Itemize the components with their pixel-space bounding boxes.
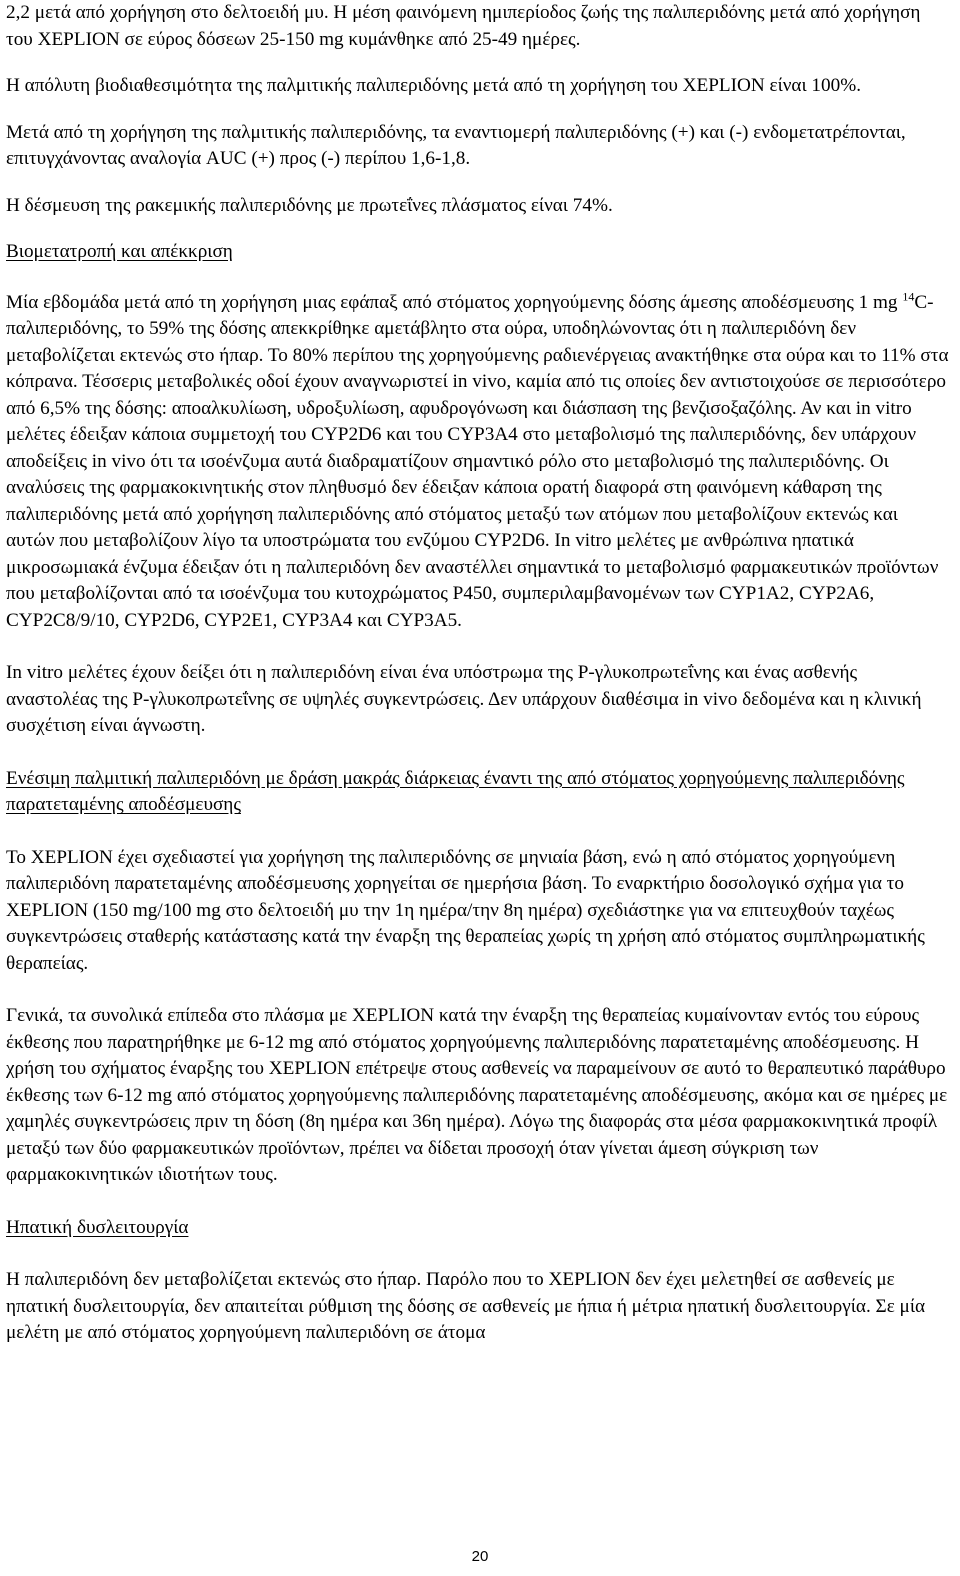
paragraph-enantiomers: Μετά από τη χορήγηση της παλμιτικής παλιπεριδόνης, τα εναντιομερή παλιπεριδόνης (+) και (-) ενδομετατρέπονται, επιτυγχάνοντας αναλογία AUC (+) προς (-) περίπου 1,6-1,8.: [6, 121, 906, 169]
page-number: 20: [471, 1548, 489, 1565]
heading-hepatic-impairment: Ηπατική δυσλειτουργία: [6, 1216, 189, 1238]
document-page: [6, 0, 951, 1347]
paragraph-half-life: 2,2 μετά από χορήγηση στο δελτοειδή μυ. Η μέση φαινόμενη ημιπερίοδος ζωής της παλιπεριδόνης μετά από χορήγηση του XEPLION σε εύρος δόσεων 25-150 mg κυμάνθηκε από 25-49 ημέρες.: [6, 2, 921, 50]
heading-comparison: Ενέσιμη παλμιτική παλιπεριδόνη με δράση μακράς διάρκειας έναντι της από στόματος χορηγούμενης παλιπεριδόνης παρατεταμένης αποδέσμευσης: [6, 767, 905, 815]
heading-biotransformation: Βιομετατροπή και απέκκριση: [6, 241, 233, 262]
paragraph-hepatic: Η παλιπεριδόνη δεν μεταβολίζεται εκτενώς στο ήπαρ. Παρόλο που το XEPLION δεν έχει μελετηθεί σε ασθενείς με ηπατική δυσλειτουργία, δεν απαιτείται ρύθμιση της δόσης σε ασθενείς με ήπια ή μέτρια ηπατική δυσλειτουργία. Σε μία μελέτη με από στόματος χορηγούμενη παλιπεριδόνη σε άτομα: [6, 1269, 926, 1343]
paragraph-bioavailability: Η απόλυτη βιοδιαθεσιμότητα της παλμιτικής παλιπεριδόνης μετά από τη χορήγηση του XEPLION είναι 100%.: [6, 75, 861, 96]
metabolism-text-start: Μία εβδομάδα μετά από τη χορήγηση μιας εφάπαξ από στόματος χορηγούμενης δόσης άμεσης αποδέσμευσης 1 mg: [6, 291, 903, 313]
paragraph-plasma-levels: Γενικά, τα συνολικά επίπεδα στο πλάσμα με XEPLION κατά την έναρξη της θεραπείας κυμαίνονταν εντός του εύρους έκθεσης που παρατηρήθηκε με 6-12 mg από στόματος χορηγούμενης παλιπεριδόνης παρατεταμένης αποδέσμευσης. Η χρήση του σχήματος έναρξης του XEPLION επέτρεψε στους ασθενείς να παραμείνουν σε αυτό το θεραπευτικό παράθυρο έκθεσης των 6-12 mg από στόματος χορηγούμενης παλιπεριδόνης παρατεταμένης αποδέσμευσης, ακόμα και σε ημέρες με χαμηλές συγκεντρώσεις πριν τη δόση (8η ημέρα και 36η ημέρα). Λόγω της διαφοράς στα μέσα φαρμακοκινητικά προφίλ μεταξύ των δύο φαρμακευτικών προϊόντων, πρέπει να δίδεται προσοχή όταν γίνεται άμεση σύγκριση των φαρμακοκινητικών ιδιοτήτων τους.: [6, 1005, 948, 1185]
paragraph-protein-binding: Η δέσμευση της ρακεμικής παλιπεριδόνης με πρωτεΐνες πλάσματος είναι 74%.: [6, 194, 613, 216]
metabolism-text-rest: C-παλιπεριδόνης, το 59% της δόσης απεκκρίθηκε αμετάβλητο στα ούρα, υποδηλώνοντας ότι η παλιπεριδόνη δεν μεταβολίζεται εκτενώς στο ήπαρ. Το 80% περίπου της χορηγούμενης ραδιενέργειας ανακτήθηκε στα ούρα και το 11% στα κόπρανα. Τέσσερις μεταβολικές οδοί έχουν αναγνωριστεί in vivo, καμία από τις οποίες δεν αντιστοιχούσε σε περισσότερο από 6,5% της δόσης: αποαλκυλίωση, υδροξυλίωση, αφυδρογόνωση και διάσπαση της βενζισοξαζόλης. Αν και in vitro μελέτες έδειξαν κάποια συμμετοχή του CYP2D6 και του CYP3A4 στο μεταβολισμό της παλιπεριδόνης, δεν υπάρχουν αποδείξεις in vivo ότι τα ισοένζυμα αυτά διαδραματίζουν σημαντικό ρόλο στο μεταβολισμό της παλιπεριδόνης. Οι αναλύσεις της φαρμακοκινητικής στον πληθυσμό δεν έδειξαν κάποια ορατή διαφορά στη φαινόμενη κάθαρση της παλιπεριδόνης μετά από χορήγηση παλιπεριδόνης από στόματος μεταξύ των ατόμων που μεταβολίζουν εκτενώς και αυτών που μεταβολίζουν λίγο τα υποστρώματα του ενζύμου CYP2D6. In vitro μελέτες με ανθρώπινα ηπατικά μικροσωμιακά ένζυμα έδειξαν ότι η παλιπεριδόνη δεν αναστέλλει σημαντικά το μεταβολισμό φαρμακευτικών προϊόντων που μεταβολίζονται από τα ισοένζυμα του κυτοχρώματος P450, συμπεριλαμβανομένων των CYP1A2, CYP2A6, CYP2C8/9/10, CYP2D6, CYP2E1, CYP3A4 και CYP3A5.: [6, 291, 949, 631]
paragraph-metabolism: [6, 290, 951, 635]
paragraph-p-glycoprotein: In vitro μελέτες έχουν δείξει ότι η παλιπεριδόνη είναι ένα υπόστρωμα της P-γλυκοπρωτεΐνης και ένας ασθενής αναστολέας της P-γλυκοπρωτεΐνης σε υψηλές συγκεντρώσεις. Δεν υπάρχουν διαθέσιμα in vivo δεδομένα και η κλινική συσχέτιση είναι άγνωστη.: [6, 662, 922, 736]
isotope-superscript: 14: [902, 289, 915, 304]
paragraph-dosing-regimen: Το XEPLION έχει σχεδιαστεί για χορήγηση της παλιπεριδόνης σε μηνιαία βάση, ενώ η από στόματος χορηγούμενη παλιπεριδόνη παρατεταμένης αποδέσμευσης χορηγείται σε ημερήσια βάση. Το εναρκτήριο δοσολογικό σχήμα για το XEPLION (150 mg/100 mg στο δελτοειδή μυ την 1η ημέρα/την 8η ημέρα) σχεδιάστηκε για να επιτευχθούν ταχέως συγκεντρώσεις σταθερής κατάστασης κατά την έναρξη της θεραπείας χωρίς τη χρήση από στόματος συμπληρωματικής θεραπείας.: [6, 846, 925, 974]
